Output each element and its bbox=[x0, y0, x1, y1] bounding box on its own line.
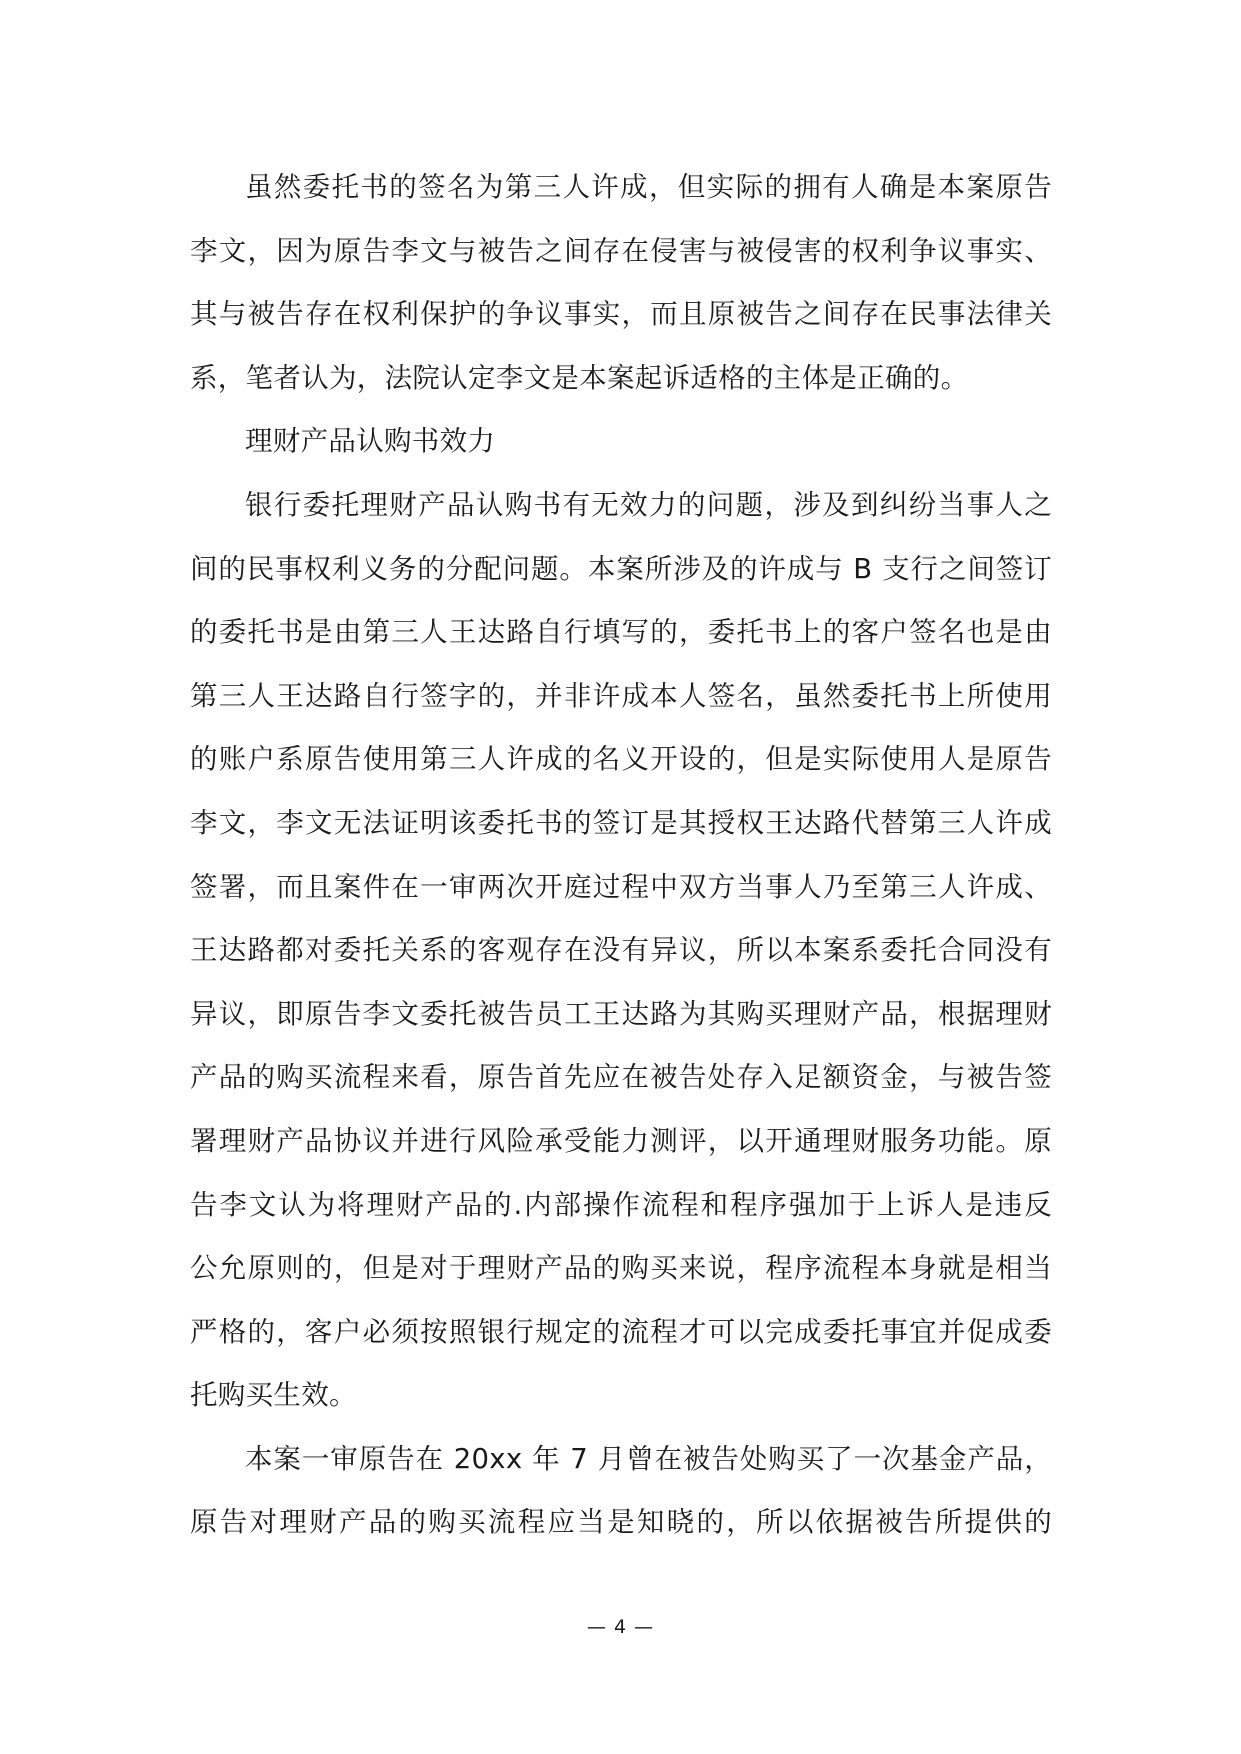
text-line: 王达路都对委托关系的客观存在没有异议，所以本案系委托合同没有 bbox=[190, 934, 1052, 967]
body-text bbox=[190, 156, 1052, 1555]
text-line: 告李文认为将理财产品的.内部操作流程和程序强加于上诉人是违反 bbox=[190, 1188, 1052, 1221]
text-line: 署理财产品协议并进行风险承受能力测评，以开通理财服务功能。原 bbox=[190, 1124, 1052, 1157]
page-number: — 4 — bbox=[586, 1616, 655, 1638]
text-line: 托购买生效。 bbox=[190, 1379, 357, 1412]
text-line: 间的民事权利义务的分配问题。本案所涉及的许成与 B 支行之间签订 bbox=[190, 552, 1052, 585]
section-heading: 理财产品认购书效力 bbox=[245, 425, 496, 458]
text-line: 银行委托理财产品认购书有无效力的问题，涉及到纠纷当事人之 bbox=[245, 488, 1052, 521]
text-line: 系，笔者认为，法院认定李文是本案起诉适格的主体是正确的。 bbox=[190, 361, 969, 394]
text-line: 产品的购买流程来看，原告首先应在被告处存入足额资金，与被告签 bbox=[190, 1061, 1052, 1094]
text-line: 第三人王达路自行签字的，并非许成本人签名，虽然委托书上所使用 bbox=[190, 679, 1052, 712]
text-line: 的账户系原告使用第三人许成的名义开设的，但是实际使用人是原告 bbox=[190, 743, 1052, 776]
text-line: 其与被告存在权利保护的争议事实，而且原被告之间存在民事法律关 bbox=[190, 298, 1052, 331]
text-line: 异议，即原告李文委托被告员工王达路为其购买理财产品，根据理财 bbox=[190, 997, 1052, 1030]
text-line: 严格的，客户必须按照银行规定的流程才可以完成委托事宜并促成委 bbox=[190, 1315, 1052, 1348]
text-line: 公允原则的，但是对于理财产品的购买来说，程序流程本身就是相当 bbox=[190, 1252, 1052, 1285]
text-line: 的委托书是由第三人王达路自行填写的，委托书上的客户签名也是由 bbox=[190, 616, 1052, 649]
text-line: 李文，因为原告李文与被告之间存在侵害与被侵害的权利争议事实、 bbox=[190, 234, 1052, 267]
text-line: 原告对理财产品的购买流程应当是知晓的，所以依据被告所提供的 bbox=[190, 1506, 1052, 1539]
text-line: 本案一审原告在 20xx 年 7 月曾在被告处购买了一次基金产品， bbox=[245, 1442, 1052, 1475]
text-line: 李文，李文无法证明该委托书的签订是其授权王达路代替第三人许成 bbox=[190, 806, 1052, 839]
text-line: 签署，而且案件在一审两次开庭过程中双方当事人乃至第三人许成、 bbox=[190, 870, 1052, 903]
text-line: 虽然委托书的签名为第三人许成，但实际的拥有人确是本案原告 bbox=[245, 171, 1052, 203]
